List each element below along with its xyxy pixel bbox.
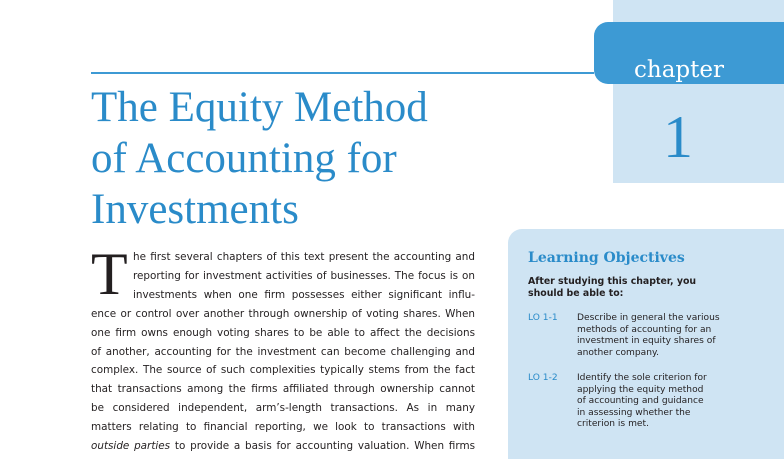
title-line: The Equity Method [91, 84, 428, 131]
objective-line: Describe in general the various [577, 313, 720, 323]
title-rule [91, 72, 594, 74]
paragraph-line: investments when one firm possesses either significant influ- [133, 288, 475, 301]
paragraph-line: that transactions among the firms affiliated through ownership cannot [91, 383, 475, 396]
intro-paragraph [91, 241, 475, 456]
paragraph-line: be considered independent, arm’s-length transactions. As in many [91, 402, 475, 415]
chapter-title [91, 82, 428, 235]
objective-line: methods of accounting for an [577, 324, 712, 335]
learning-objectives-heading: Learning Objectives [528, 250, 685, 266]
objective-code: LO 1-2 [528, 373, 558, 383]
paragraph-line: of another, accounting for the investment can become challenging and [91, 345, 475, 358]
emphasis-text: outside parties [91, 440, 171, 453]
drop-cap: T [91, 241, 128, 307]
objective-code: LO 1-1 [528, 313, 558, 323]
objective-description [577, 373, 752, 431]
objective-line: of accounting and guidance [577, 396, 704, 407]
paragraph-line: reporting for investment activities of businesses. The focus is on [133, 269, 475, 282]
objective-line: in assessing whether the [577, 407, 691, 418]
objective-line: criterion is met. [577, 419, 649, 430]
chapter-label: chapter [634, 57, 724, 83]
paragraph-line: complex. The source of such complexities typically stems from the fact [91, 364, 475, 377]
title-line: of Accounting for [91, 135, 397, 182]
title-line: Investments [91, 186, 299, 233]
objective-line: Identify the sole criterion for [577, 373, 707, 383]
paragraph-line: matters relating to financial reporting, we look to transactions with [91, 421, 475, 434]
paragraph-line: he first several chapters of this text present the accounting and [133, 251, 475, 263]
paragraph-line: ence or control over another through ownership of voting shares. When [91, 307, 475, 320]
objective-line: another company. [577, 347, 659, 358]
objective-description [577, 313, 752, 359]
objective-line: applying the equity method [577, 384, 704, 395]
objective-line: investment in equity shares of [577, 336, 716, 347]
paragraph-line [91, 437, 475, 456]
paragraph-line-rest: to provide a basis for accounting valuation. When firms [170, 440, 475, 453]
intro-line: should be able to: [528, 288, 624, 299]
intro-line: After studying this chapter, you [528, 276, 697, 287]
learning-objectives-intro [528, 276, 728, 300]
chapter-number: 1 [663, 104, 693, 170]
paragraph-line: one firm owns enough voting shares to be able to affect the decisions [91, 326, 475, 339]
